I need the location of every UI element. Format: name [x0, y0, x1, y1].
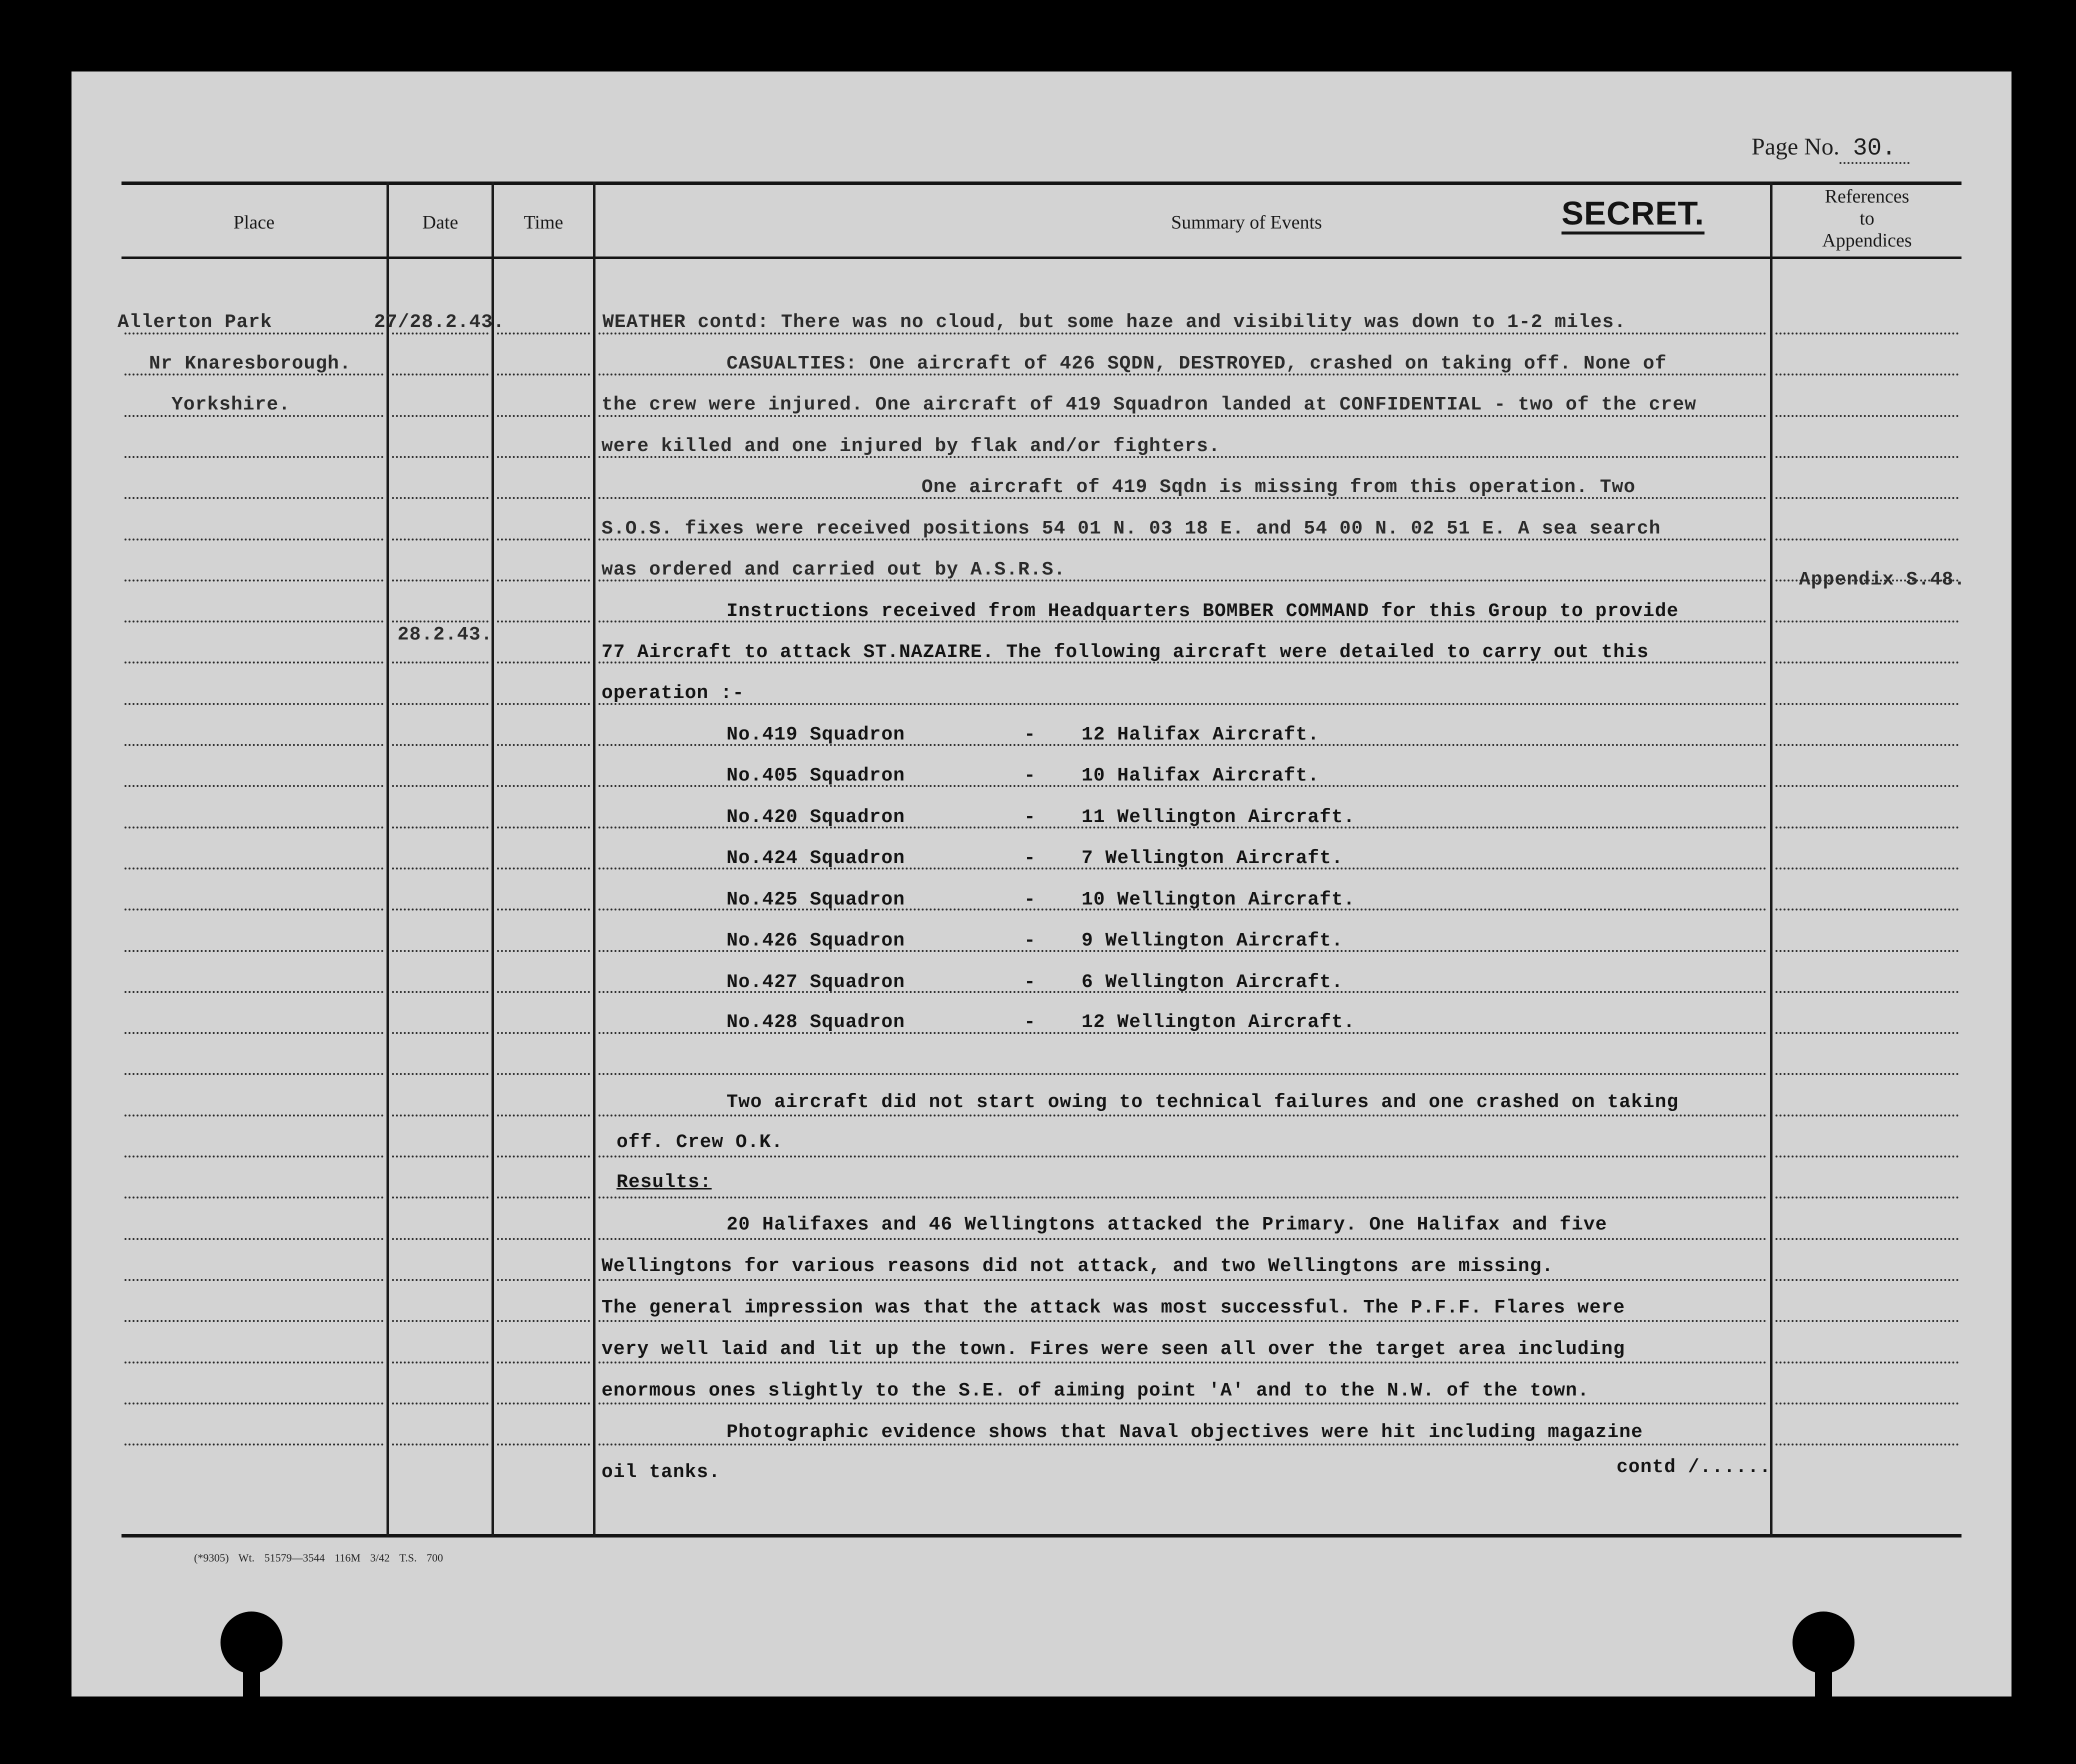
ruled-line	[497, 868, 590, 870]
ruled-line	[392, 1444, 488, 1446]
ruled-line	[1776, 1196, 1958, 1198]
ruled-line	[124, 456, 384, 458]
ruled-line	[392, 908, 488, 910]
ruled-line	[124, 1238, 384, 1240]
results-line: Wellingtons for various reasons did not attack, and two Wellingtons are missing.	[602, 1256, 1554, 1277]
ruled-line	[598, 1320, 1767, 1322]
ruled-line	[497, 991, 590, 993]
ruled-line	[124, 538, 384, 540]
ruled-line	[392, 1320, 488, 1322]
ruled-line	[598, 1114, 1767, 1116]
ruled-line	[392, 662, 488, 664]
ruled-line	[497, 374, 590, 376]
ruled-line	[124, 1032, 384, 1034]
ruled-line	[392, 991, 488, 993]
squadron-dash: -	[1024, 724, 1036, 746]
ruled-line	[124, 620, 384, 622]
ruled-line	[598, 703, 1767, 705]
ruled-line	[1776, 1032, 1958, 1034]
summary-line: were killed and one injured by flak and/or fighters.	[602, 436, 1220, 457]
ruled-line	[1776, 1444, 1958, 1446]
ruled-line	[497, 1402, 590, 1404]
summary-line: WEATHER contd: There was no cloud, but some haze and visibility was down to 1-2 miles.	[602, 312, 1626, 333]
squadron-name: No.428 Squadron	[726, 1012, 906, 1033]
column-header-summary: Summary of Events	[1171, 212, 1322, 233]
ruled-line	[497, 1238, 590, 1240]
results-line: The general impression was that the attack was most successful. The P.F.F. Flares were	[602, 1297, 1626, 1318]
ruled-line	[497, 1279, 590, 1281]
ruled-line	[392, 826, 488, 828]
ruled-line	[124, 868, 384, 870]
summary-line: Two aircraft did not start owing to technical failures and one crashed on taking	[726, 1092, 1679, 1113]
ruled-line	[1776, 497, 1958, 499]
ruled-line	[392, 1238, 488, 1240]
ruled-line	[598, 1444, 1767, 1446]
printer-imprint: (*9305) Wt. 51579—3544 116M 3/42 T.S. 700	[194, 1552, 444, 1564]
summary-line: 77 Aircraft to attack ST.NAZAIRE. The following aircraft were detailed to carry out this	[602, 642, 1649, 663]
ruled-line	[392, 456, 488, 458]
squadron-name: No.424 Squadron	[726, 848, 906, 869]
ruled-line	[124, 1444, 384, 1446]
ruled-line	[392, 1362, 488, 1364]
ruled-line	[124, 950, 384, 952]
ruled-line	[124, 785, 384, 787]
summary-line: Instructions received from Headquarters BOMBER COMMAND for this Group to provide	[726, 600, 1679, 622]
binder-slot-right	[1815, 1646, 1832, 1696]
summary-line: S.O.S. fixes were received positions 54 01 N. 03 18 E. and 54 00 N. 02 51 E. A sea search	[602, 518, 1661, 540]
ruled-line	[1776, 1073, 1958, 1075]
ruled-line	[497, 1073, 590, 1075]
ruled-line	[392, 1196, 488, 1198]
continued-marker: contd /......	[1616, 1456, 1772, 1478]
ruled-line	[1776, 991, 1958, 993]
column-header-date: Date	[422, 212, 458, 233]
ruled-line	[1776, 744, 1958, 746]
secret-stamp: SECRET.	[1562, 196, 1704, 234]
place-line: Nr Knaresborough.	[149, 353, 352, 374]
squadron-name: No.426 Squadron	[726, 930, 906, 952]
ruled-line	[1776, 374, 1958, 376]
table-top-border	[122, 182, 1962, 185]
squadron-aircraft-count: 6 Wellington Aircraft.	[1082, 972, 1344, 993]
squadron-name: No.427 Squadron	[726, 972, 906, 993]
ruled-line	[124, 991, 384, 993]
ruled-line	[1776, 1156, 1958, 1158]
summary-line: the crew were injured. One aircraft of 419 Squadron landed at CONFIDENTIAL - two of the crew	[602, 394, 1696, 416]
ruled-line	[124, 1362, 384, 1364]
ruled-line	[497, 908, 590, 910]
column-divider-time-summary	[593, 182, 596, 1536]
ruled-line	[497, 1196, 590, 1198]
squadron-aircraft-count: 12 Halifax Aircraft.	[1082, 724, 1320, 746]
ruled-line	[392, 580, 488, 582]
ruled-line	[1776, 1402, 1958, 1404]
place-line: Allerton Park	[118, 312, 272, 333]
column-header-time: Time	[524, 212, 564, 233]
ruled-line	[392, 1279, 488, 1281]
ruled-line	[124, 1196, 384, 1198]
squadron-name: No.420 Squadron	[726, 806, 906, 828]
ruled-line	[392, 620, 488, 622]
ruled-line	[392, 538, 488, 540]
ruled-line	[124, 497, 384, 499]
ruled-line	[392, 1156, 488, 1158]
ruled-line	[1776, 1238, 1958, 1240]
ruled-line	[124, 703, 384, 705]
ruled-line	[392, 744, 488, 746]
page-number-value: 30.	[1840, 135, 1910, 164]
ruled-line	[497, 620, 590, 622]
results-line: Photographic evidence shows that Naval objectives were hit including magazine	[726, 1422, 1643, 1443]
ruled-line	[497, 1320, 590, 1322]
squadron-dash: -	[1024, 930, 1036, 952]
references-header-line: Appendices	[1822, 230, 1912, 251]
results-line: oil tanks.	[602, 1462, 721, 1483]
squadron-aircraft-count: 12 Wellington Aircraft.	[1082, 1012, 1356, 1033]
ruled-line	[497, 785, 590, 787]
ruled-line	[598, 1362, 1767, 1364]
column-header-references	[1772, 186, 1962, 252]
ruled-line	[124, 580, 384, 582]
ruled-line	[497, 1362, 590, 1364]
ruled-line	[1776, 908, 1958, 910]
ruled-line	[1776, 950, 1958, 952]
ruled-line	[1776, 1279, 1958, 1281]
ruled-line	[124, 662, 384, 664]
ruled-line	[1776, 1362, 1958, 1364]
ruled-line	[1776, 620, 1958, 622]
ruled-line	[392, 1032, 488, 1034]
ruled-line	[124, 1156, 384, 1158]
ruled-line	[124, 744, 384, 746]
column-divider-date-time	[492, 182, 494, 1536]
summary-line: One aircraft of 419 Sqdn is missing from this operation. Two	[922, 476, 1636, 498]
ruled-line	[598, 1238, 1767, 1240]
squadron-aircraft-count: 10 Wellington Aircraft.	[1082, 889, 1356, 910]
page-number	[1752, 133, 1910, 164]
ruled-line	[392, 415, 488, 417]
ruled-line	[1776, 1114, 1958, 1116]
squadron-name: No.419 Squadron	[726, 724, 906, 746]
ruled-line	[1776, 785, 1958, 787]
summary-line: was ordered and carried out by A.S.R.S.	[602, 559, 1066, 580]
ruled-line	[497, 1032, 590, 1034]
ruled-line	[392, 497, 488, 499]
ruled-line	[1776, 415, 1958, 417]
ruled-line	[497, 415, 590, 417]
ruled-line	[598, 1279, 1767, 1281]
results-line: 20 Halifaxes and 46 Wellingtons attacked the Primary. One Halifax and five	[726, 1214, 1608, 1236]
ruled-line	[497, 826, 590, 828]
ruled-line	[124, 1114, 384, 1116]
results-line: very well laid and lit up the town. Fires were seen all over the target area including	[602, 1338, 1626, 1360]
ruled-line	[497, 538, 590, 540]
ruled-line	[497, 744, 590, 746]
summary-line: off. Crew O.K.	[616, 1132, 784, 1153]
squadron-dash: -	[1024, 972, 1036, 993]
squadron-name: No.405 Squadron	[726, 765, 906, 786]
squadron-dash: -	[1024, 889, 1036, 910]
ruled-line	[497, 662, 590, 664]
references-header-line: to	[1860, 208, 1874, 229]
place-line: Yorkshire.	[172, 394, 291, 416]
squadron-dash: -	[1024, 1012, 1036, 1033]
ruled-line	[598, 1156, 1767, 1158]
ruled-line	[1776, 662, 1958, 664]
ruled-line	[598, 1196, 1767, 1198]
ruled-line	[124, 908, 384, 910]
page-number-label: Page No.	[1752, 134, 1840, 160]
ruled-line	[1776, 332, 1958, 334]
ruled-line	[1776, 868, 1958, 870]
references-header-line: References	[1824, 186, 1910, 207]
operations-record-sheet	[72, 72, 2012, 1696]
squadron-aircraft-count: 11 Wellington Aircraft.	[1082, 806, 1356, 828]
column-header-place: Place	[233, 212, 275, 233]
squadron-name: No.425 Squadron	[726, 889, 906, 910]
ruled-line	[124, 1320, 384, 1322]
date-entry: 27/28.2.43.	[374, 312, 505, 333]
ruled-line	[497, 456, 590, 458]
squadron-dash: -	[1024, 848, 1036, 869]
ruled-line	[392, 1402, 488, 1404]
ruled-line	[1776, 826, 1958, 828]
ruled-line	[598, 1402, 1767, 1404]
ruled-line	[1776, 1320, 1958, 1322]
ruled-line	[392, 868, 488, 870]
ruled-line	[392, 1114, 488, 1116]
ruled-line	[497, 497, 590, 499]
ruled-line	[124, 1279, 384, 1281]
table-bottom-border	[122, 1534, 1962, 1538]
ruled-line	[392, 785, 488, 787]
ruled-line	[124, 826, 384, 828]
column-divider-place-date	[386, 182, 389, 1536]
date-entry: 28.2.43.	[398, 624, 493, 646]
summary-line: operation :-	[602, 682, 744, 704]
results-heading: Results:	[616, 1172, 712, 1193]
squadron-aircraft-count: 10 Halifax Aircraft.	[1082, 765, 1320, 786]
ruled-line	[497, 580, 590, 582]
summary-line: CASUALTIES: One aircraft of 426 SQDN, DESTROYED, crashed on taking off. None of	[726, 353, 1667, 374]
ruled-line	[497, 1444, 590, 1446]
ruled-line	[124, 1402, 384, 1404]
squadron-dash: -	[1024, 806, 1036, 828]
squadron-aircraft-count: 9 Wellington Aircraft.	[1082, 930, 1344, 952]
ruled-line	[392, 703, 488, 705]
ruled-line	[392, 374, 488, 376]
ruled-line	[497, 332, 590, 334]
ruled-line	[392, 950, 488, 952]
ruled-line	[497, 950, 590, 952]
ruled-line	[497, 703, 590, 705]
results-line: enormous ones slightly to the S.E. of aiming point 'A' and to the N.W. of the town.	[602, 1380, 1590, 1402]
binder-slot-left	[243, 1646, 260, 1696]
appendix-reference: Appendix S.48.	[1799, 569, 1966, 590]
ruled-line	[1776, 703, 1958, 705]
ruled-line	[1776, 456, 1958, 458]
ruled-line	[392, 1073, 488, 1075]
ruled-line	[1776, 538, 1958, 540]
ruled-line	[598, 1073, 1767, 1075]
ruled-line	[124, 1073, 384, 1075]
table-header-border	[122, 256, 1962, 259]
squadron-dash: -	[1024, 765, 1036, 786]
ruled-line	[497, 1156, 590, 1158]
ruled-line	[497, 1114, 590, 1116]
column-divider-summary-references	[1770, 182, 1772, 1536]
squadron-aircraft-count: 7 Wellington Aircraft.	[1082, 848, 1344, 869]
